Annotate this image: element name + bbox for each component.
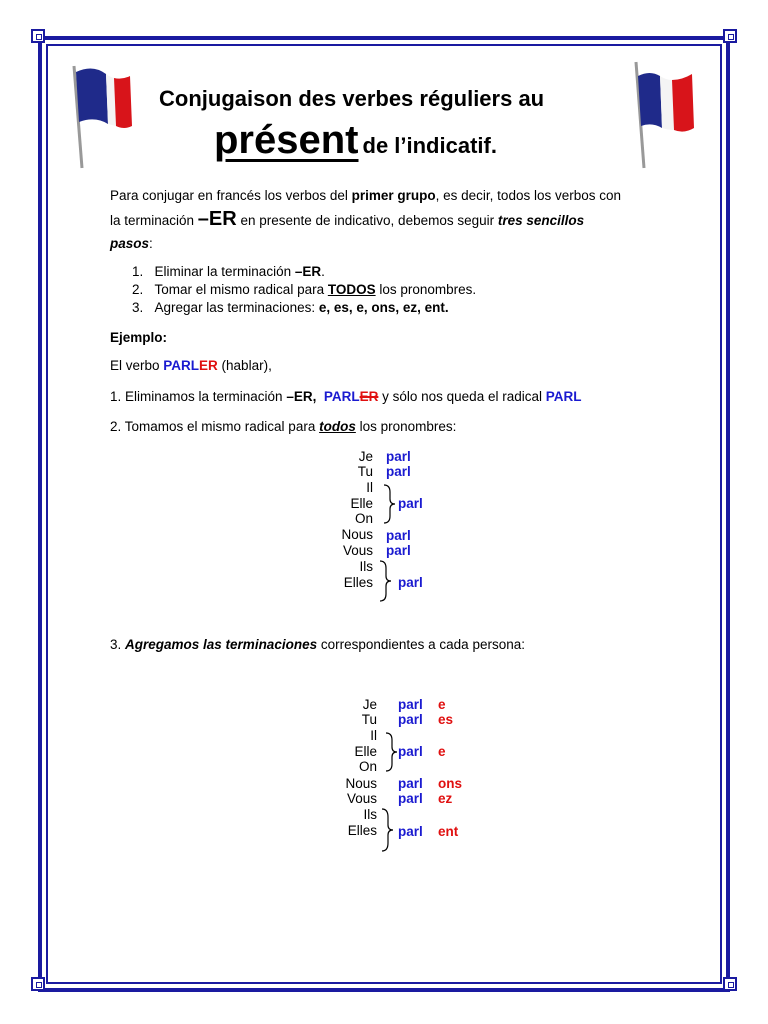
radical: parl <box>398 697 423 712</box>
ending: es <box>438 712 454 727</box>
intro-line1: Para conjugar en francés los verbos del primer grupo, es decir, todos los verbos con <box>110 188 622 203</box>
verb-line: El verbo PARLER (hablar), <box>110 358 272 373</box>
page-title-line2 <box>214 118 497 163</box>
pronoun: Ils <box>363 807 377 822</box>
step2-line: 2. Tomamos el mismo radical para todos los pronombres: <box>110 419 457 434</box>
title-rest: de l’indicatif. <box>362 133 497 158</box>
radical: parl <box>386 464 411 479</box>
brace-icon <box>380 808 394 852</box>
pronoun: On <box>354 511 373 526</box>
list-item: 3. Agregar las terminaciones: e, es, e, ons, ez, ent. <box>132 300 449 315</box>
radical: parl <box>386 528 411 543</box>
page-title-line1: Conjugaison des verbes réguliers au <box>159 86 545 111</box>
step3-line: 3. Agregamos las terminaciones correspondientes a cada persona: <box>110 637 525 652</box>
pronoun: Ils <box>359 559 373 574</box>
pronoun: Elles <box>347 823 377 838</box>
french-flag-icon <box>630 58 700 173</box>
intro-line3: pasos: <box>110 236 153 251</box>
french-flag-icon <box>68 62 138 172</box>
ending: ent <box>438 824 459 839</box>
radical: parl <box>398 824 423 839</box>
pronoun: Je <box>362 697 377 712</box>
pronoun: Vous <box>346 791 377 806</box>
brace-icon <box>378 560 392 602</box>
pronoun: Il <box>370 728 377 743</box>
pronoun: Tu <box>357 464 373 479</box>
radical: parl <box>398 712 423 727</box>
radical: parl <box>398 791 423 806</box>
ending: ez <box>438 791 453 806</box>
radical: parl <box>398 496 423 511</box>
pronoun: Elle <box>354 744 377 759</box>
pronoun: Nous <box>341 527 373 542</box>
brace-icon <box>384 732 398 772</box>
radical: parl <box>386 449 411 464</box>
pronoun: Nous <box>345 776 377 791</box>
pronoun: On <box>358 759 377 774</box>
title-present: présent <box>214 118 359 162</box>
radical: parl <box>398 776 423 791</box>
ending: e <box>438 697 446 712</box>
pronoun: Je <box>358 449 373 464</box>
corner-ornament <box>31 977 45 991</box>
list-item: 2. Tomar el mismo radical para TODOS los pronombres. <box>132 282 477 297</box>
intro-line2: la terminación –ER en presente de indicativo, debemos seguir tres sencillos <box>110 208 585 230</box>
radical: parl <box>398 575 423 590</box>
example-label: Ejemplo: <box>110 330 168 345</box>
pronoun: Tu <box>361 712 377 727</box>
brace-icon <box>382 484 396 524</box>
pronoun: Vous <box>342 543 373 558</box>
pronoun: Il <box>366 480 373 495</box>
pronoun: Elles <box>343 575 373 590</box>
pronoun: Elle <box>350 496 373 511</box>
ending: e <box>438 744 446 759</box>
ending: ons <box>438 776 463 791</box>
list-item: 1. Eliminar la terminación –ER. <box>132 264 325 279</box>
radical: parl <box>398 744 423 759</box>
corner-ornament <box>31 29 45 43</box>
corner-ornament <box>723 977 737 991</box>
radical: parl <box>386 543 411 558</box>
corner-ornament <box>723 29 737 43</box>
step1-line: 1. Eliminamos la terminación –ER, PARLER y sólo nos queda el radical PARL <box>110 389 582 404</box>
